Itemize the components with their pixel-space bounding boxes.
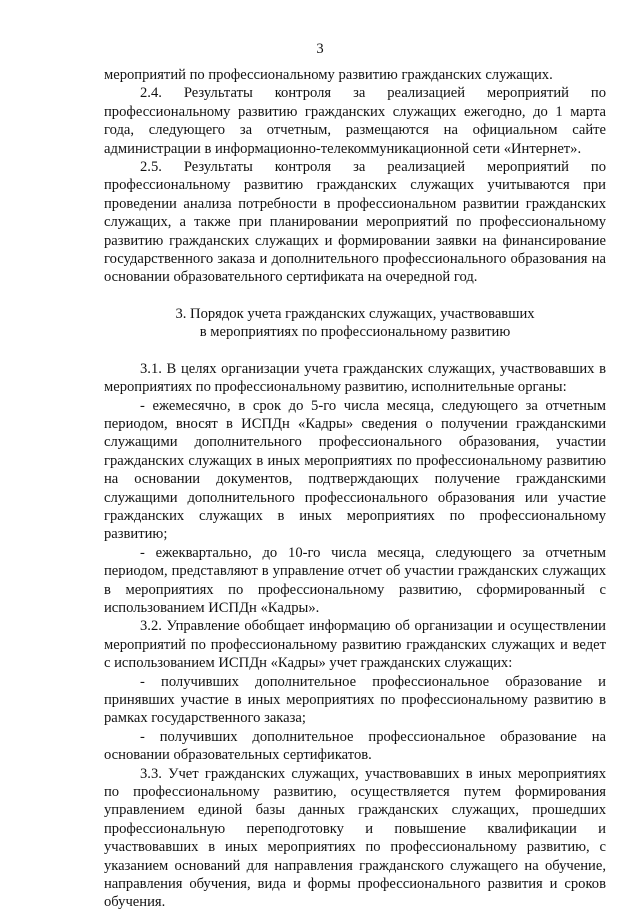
list-item-certificates: - получивших дополнительное профессиональное образование на основании образовательных сертификатов. <box>104 728 606 764</box>
page-number: 3 <box>316 41 324 57</box>
paragraph-2-4: 2.4. Результаты контроля за реализацией мероприятий по профессиональному развитию гражданских служащих ежегодно, до 1 марта года, следующего за отчетным, размещаются на официальном сайте администрации в информационно-телекоммуникационной сети «Интернет». <box>104 85 606 157</box>
section-3-heading-line-1: 3. Порядок учета гражданских служащих, участвовавших <box>175 305 535 322</box>
paragraph-3-2: 3.2. Управление обобщает информацию об организации и осуществлении мероприятий по профессиональному развитию гражданских служащих и ведет с использованием ИСПДн «Кадры» учет гражданских служащих: <box>104 618 606 672</box>
list-item-state-order: - получивших дополнительное профессиональное образование и принявших участие в иных мероприятиях по профессиональному развитию в рамках государственного заказа; <box>104 673 606 727</box>
list-item-quarterly: - ежеквартально, до 10-го числа месяца, следующего за отчетным периодом, представляют в управление отчет об участии гражданских служащих в мероприятиях по профессиональному развитию, сформированный с использованием ИСПДн «Кадры». <box>104 544 606 616</box>
section-3-heading <box>104 305 606 342</box>
paragraph-3-1: 3.1. В целях организации учета гражданских служащих, участвовавших в мероприятиях по профессиональному развитию, исполнительные органы: <box>104 360 606 396</box>
document-body <box>104 66 606 912</box>
paragraph-2-5: 2.5. Результаты контроля за реализацией мероприятий по профессиональному развитию гражданских служащих учитываются при проведении анализа потребности в профессиональном развитии гражданских служащих, а также при планировании мероприятий по профессиональному развитию гражданских служащих и формировании заявки на финансирование государственного заказа и дополнительного профессионального образования на основании образовательного сертификата на очередной год. <box>104 159 606 286</box>
paragraph-continuation: мероприятий по профессиональному развитию гражданских служащих. <box>104 67 553 83</box>
paragraph-3-3: 3.3. Учет гражданских служащих, участвовавших в иных мероприятиях по профессиональному развитию, осуществляется путем формирования управлением единой базы данных гражданских служащих, прошедших профессиональную переподготовку и повышение квалификации и участвовавших в иных мероприятиях по профессиональному развитию, с указанием оснований для направления гражданского служащего на обучение, направления обучения, вида и формы профессионального развития и сроков обучения. <box>104 765 606 911</box>
list-item-monthly: - ежемесячно, в срок до 5-го числа месяца, следующего за отчетным периодом, вносят в ИСПДн «Кадры» сведения о получении гражданскими служащими дополнительного профессионального образования, участии гражданских служащих в иных мероприятиях по профессиональному развитию на основании документов, подтверждающих получение гражданскими служащими дополнительного профессионального образования или участие гражданских служащих в иных мероприятиях по профессиональному развитию; <box>104 397 606 543</box>
section-3-heading-line-2: в мероприятиях по профессиональному развитию <box>199 324 511 341</box>
